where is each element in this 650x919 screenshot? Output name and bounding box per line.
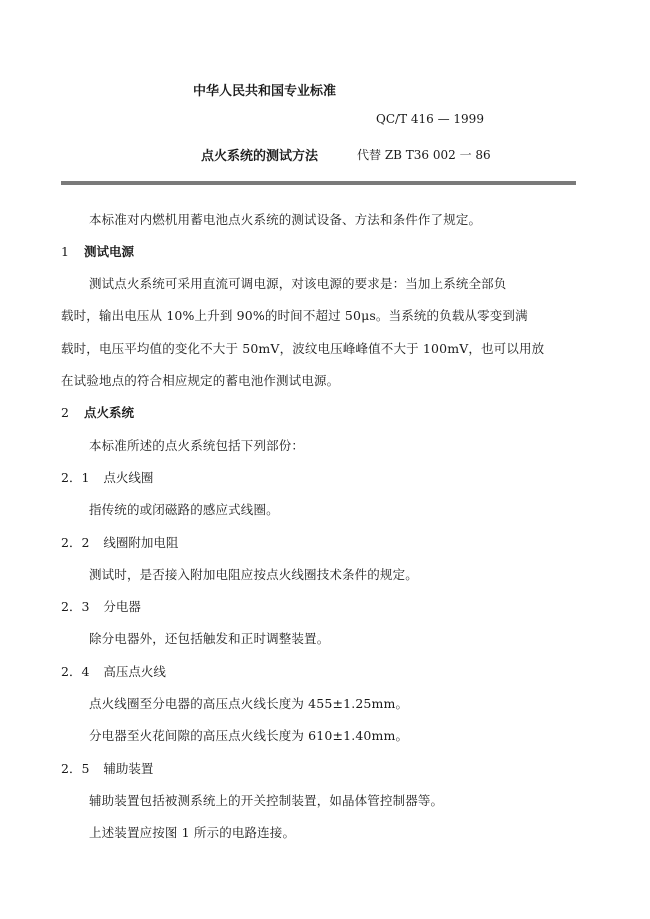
subsection-number: 2．3 [61,599,90,614]
intro-paragraph: 本标准对内燃机用蓄电池点火系统的测试设备、方法和条件作了规定。 [89,212,482,227]
document-title: 点火系统的测试方法 [201,149,319,164]
paragraph-line: 测试点火系统可采用直流可调电源，对该电源的要求是：当加上系统全部负 [89,276,507,291]
subsection-title: 高压点火线 [103,664,166,679]
subsection-heading [61,597,141,615]
standard-code: QC/T 416 — 1999 [376,112,484,126]
subsection-heading [61,533,178,551]
section-number: 1 [61,244,69,259]
paragraph-line: 指传统的或闭磁路的感应式线圈。 [89,502,279,517]
paragraph-line: 在试验地点的符合相应规定的蓄电池作测试电源。 [61,373,340,388]
section-1-heading [61,242,134,260]
paragraph-line: 点火线圈至分电器的高压点火线长度为 455±1.25mm。 [89,696,409,711]
subsection-title: 点火线圈 [103,470,154,485]
subsection-number: 2．4 [61,664,90,679]
paragraph-line: 测试时，是否接入附加电阻应按点火线圈技术条件的规定。 [89,567,418,582]
paragraph-line: 分电器至火花间隙的高压点火线长度为 610±1.40mm。 [89,728,409,743]
subsection-number: 2．1 [61,470,90,485]
section-title: 点火系统 [83,405,134,420]
subsection-number: 2．2 [61,535,90,550]
paragraph-line: 除分电器外，还包括触发和正时调整装置。 [89,631,330,646]
subsection-heading [61,759,153,777]
org-title: 中华人民共和国专业标准 [193,84,337,99]
section-number: 2 [61,405,69,420]
subsection-title: 辅助装置 [103,761,154,776]
section-2-heading [61,403,134,421]
section-title: 测试电源 [83,244,134,259]
subsection-title: 线圈附加电阻 [103,535,179,550]
replaces-note: 代替 ZB T36 002 一 86 [357,148,491,162]
subsection-title: 分电器 [103,599,141,614]
subsection-number: 2．5 [61,761,90,776]
subsection-heading [61,662,166,680]
paragraph-line: 辅助装置包括被测系统上的开关控制装置，如晶体管控制器等。 [89,793,444,808]
section-2-intro: 本标准所述的点火系统包括下列部份： [89,438,305,453]
header-rule [61,181,576,185]
subsection-heading [61,468,153,486]
paragraph-line: 载时，输出电压从 10%上升到 90%的时间不超过 50μs。当系统的负载从零变到满 [61,308,528,323]
paragraph-line: 载时，电压平均值的变化不大于 50mV，波纹电压峰峰值不大于 100mV，也可以用放 [61,341,545,356]
paragraph-line: 上述装置应按图 1 所示的电路连接。 [89,825,296,840]
